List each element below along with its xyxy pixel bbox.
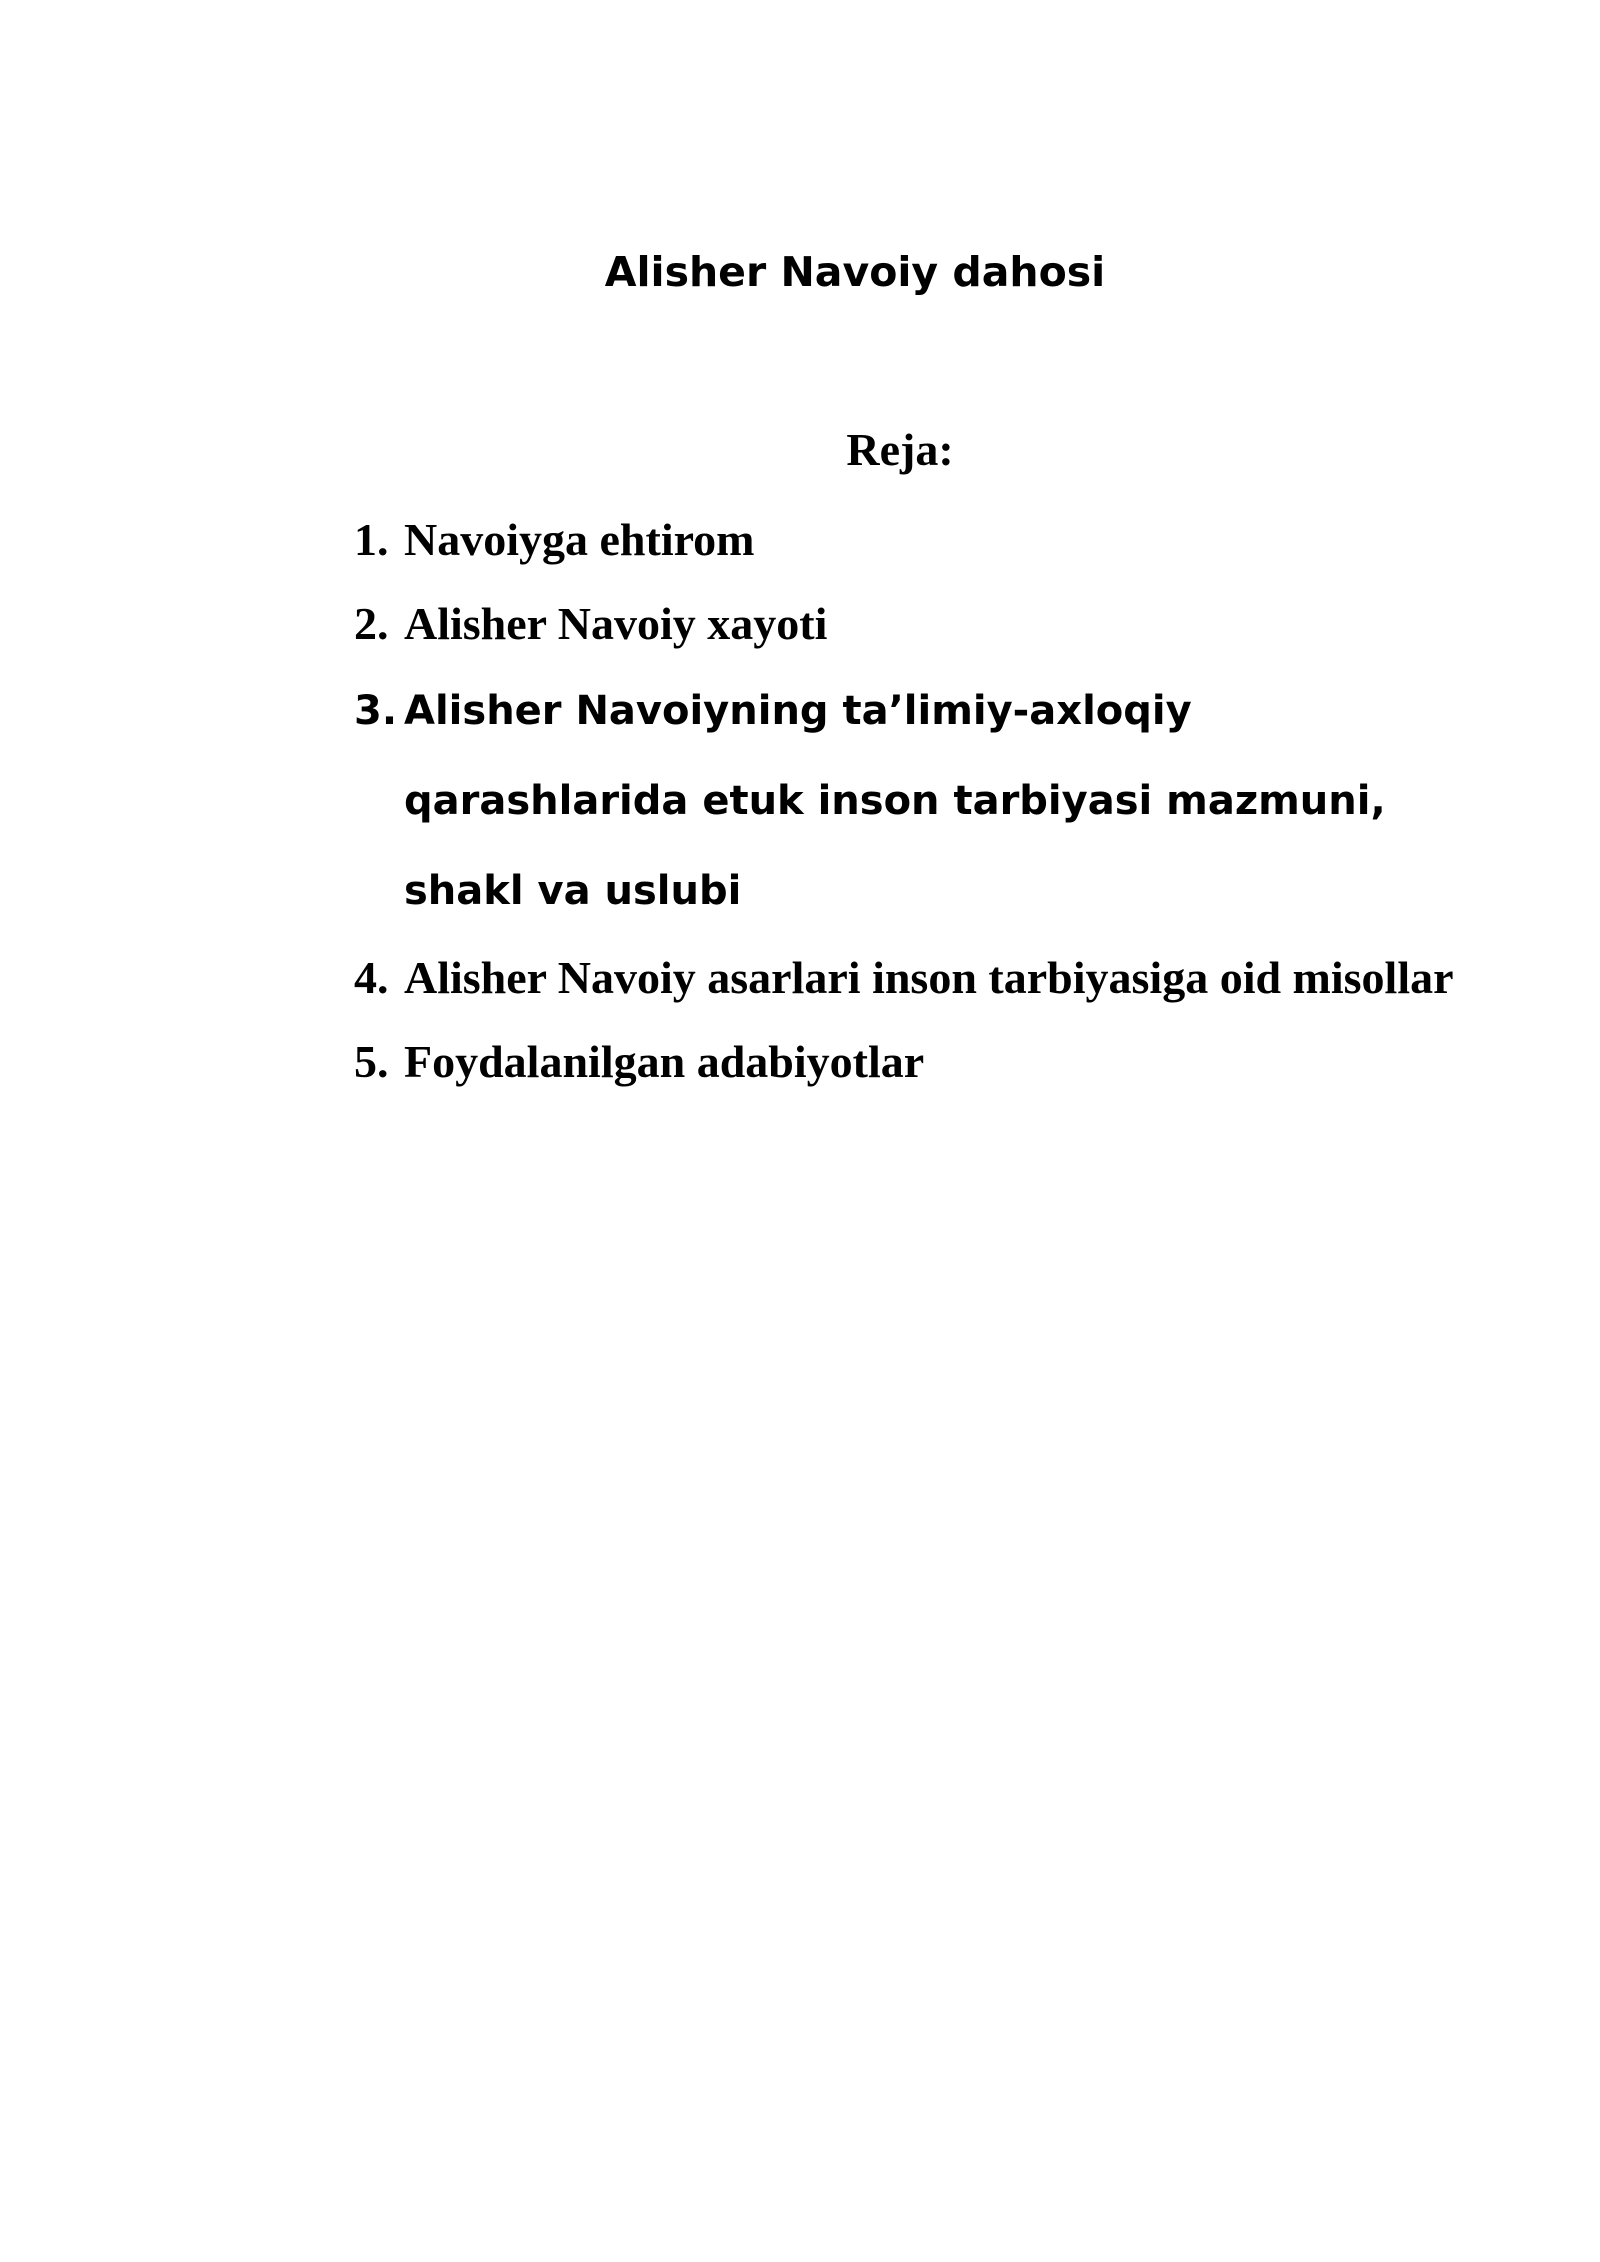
plan-item-text: Foydalanilgan adabiyotlar [404, 1036, 925, 1087]
plan-item-text: Alisher Navoiyning ta’limiy-axloqiy qarashlarida etuk inson tarbiyasi mazmuni, shakl va uslubi [404, 688, 1386, 914]
plan-item-number: 4. [354, 952, 389, 1003]
plan-item-3 [354, 666, 1474, 936]
plan-item-1 [354, 498, 1474, 582]
plan-item-text: Navoiyga ehtirom [404, 514, 755, 565]
plan-item-number: 1. [354, 514, 389, 565]
plan-item-number: 2. [354, 598, 389, 649]
plan-heading: Reja: [846, 424, 954, 475]
plan-item-text: Alisher Navoiy xayoti [404, 598, 828, 649]
document-title: Alisher Navoiy dahosi [604, 248, 1106, 296]
plan-item-4 [354, 936, 1474, 1020]
plan-list [354, 498, 1474, 1104]
plan-item-number: 5. [354, 1036, 389, 1087]
plan-item-text: Alisher Navoiy asarlari inson tarbiyasiga oid misollar [404, 952, 1454, 1003]
plan-item-2 [354, 582, 1474, 666]
plan-item-5 [354, 1020, 1474, 1104]
plan-item-number: 3. [354, 688, 398, 734]
